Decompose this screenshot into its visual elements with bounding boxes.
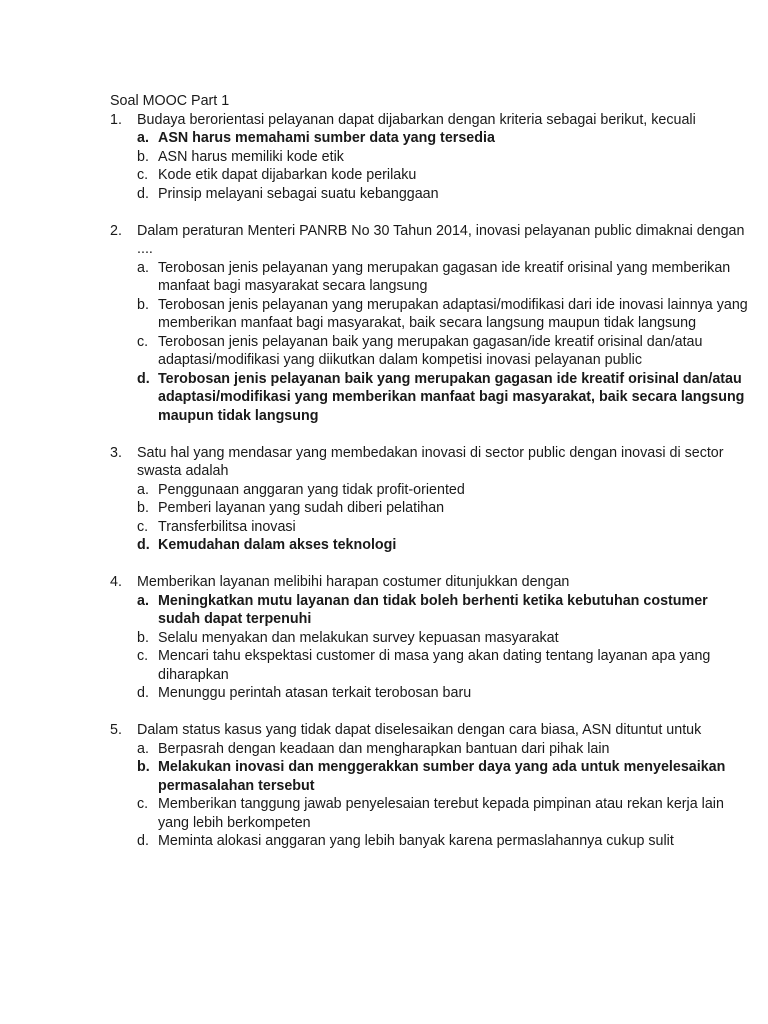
option-letter: a.	[137, 130, 149, 146]
question-2	[110, 222, 750, 426]
option-text: Kemudahan dalam akses teknologi	[158, 537, 397, 553]
answer-option	[137, 499, 750, 518]
option-letter: a.	[137, 740, 149, 757]
question-1	[110, 111, 750, 204]
option-text: ASN harus memiliki kode etik	[158, 148, 344, 165]
option-text: Menunggu perintah atasan terkait terobosan baru	[158, 685, 472, 701]
question-3	[110, 444, 750, 555]
option-text: Meningkatkan mutu layanan dan tidak boleh berhenti ketika kebutuhan costumer sudah dapat terpenuhi	[158, 592, 708, 627]
option-letter: c.	[137, 518, 149, 535]
question-5	[110, 721, 750, 851]
option-letter: a.	[137, 259, 149, 276]
option-letter: d.	[137, 685, 149, 701]
option-letter: b.	[137, 296, 149, 313]
option-letter: d.	[137, 370, 150, 387]
question-text: Dalam peraturan Menteri PANRB No 30 Tahun 2014, inovasi pelayanan public dimaknai dengan ....	[137, 222, 745, 257]
answer-option	[137, 518, 750, 537]
answer-option	[137, 296, 750, 333]
option-text: Kode etik dapat dijabarkan kode perilaku	[158, 167, 417, 183]
option-letter: c.	[137, 796, 149, 812]
option-text: Mencari tahu ekspektasi customer di masa yang akan dating tentang layanan apa yang diharapkan	[158, 648, 711, 683]
option-letter: d.	[137, 537, 150, 553]
option-text: Melakukan inovasi dan menggerakkan sumber daya yang ada untuk menyelesaikan permasalahan tersebut	[158, 759, 726, 794]
answer-option-correct	[137, 536, 750, 555]
option-text: Selalu menyakan dan melakukan survey kepuasan masyarakat	[158, 629, 559, 646]
option-text: ASN harus memahami sumber data yang tersedia	[158, 130, 495, 146]
question-number: 4.	[110, 574, 122, 590]
option-text: Penggunaan anggaran yang tidak profit-oriented	[158, 481, 465, 498]
answer-option	[137, 795, 750, 832]
question-number: 3.	[110, 444, 122, 461]
question-number: 5.	[110, 722, 122, 738]
option-text: Prinsip melayani sebagai suatu kebanggaan	[158, 185, 439, 202]
answer-option	[137, 647, 750, 684]
option-letter: c.	[137, 333, 149, 350]
option-text: Terobosan jenis pelayanan baik yang merupakan gagasan/ide kreatif orisinal dan/atau adaptasi/modifikasi yang diikutkan dalam kompetisi inovasi pelayanan public	[158, 333, 703, 368]
option-letter: c.	[137, 167, 149, 183]
option-text: Transferbilitsa inovasi	[158, 518, 296, 535]
answer-option	[137, 832, 750, 851]
document-page	[110, 92, 750, 869]
option-letter: b.	[137, 500, 149, 516]
answer-option-correct	[137, 758, 750, 795]
document-title: Soal MOOC Part 1	[110, 93, 230, 109]
question-text: Budaya berorientasi pelayanan dapat dijabarkan dengan kriteria sebagai berikut, kecuali	[137, 111, 696, 128]
answer-option	[137, 333, 750, 370]
option-letter: a.	[137, 592, 149, 609]
answer-option	[137, 148, 750, 167]
question-row	[110, 721, 750, 740]
option-text: Meminta alokasi anggaran yang lebih banyak karena permaslahannya cukup sulit	[158, 833, 674, 849]
question-row	[110, 111, 750, 130]
option-text: Pemberi layanan yang sudah diberi pelatihan	[158, 500, 445, 516]
answer-option	[137, 481, 750, 500]
option-letter: a.	[137, 481, 149, 498]
option-text: Terobosan jenis pelayanan yang merupakan gagasan ide kreatif orisinal yang memberikan manfaat bagi masyarakat secara langsung	[158, 259, 731, 294]
option-text: Berpasrah dengan keadaan dan mengharapkan bantuan dari pihak lain	[158, 740, 610, 757]
option-letter: d.	[137, 185, 149, 202]
answer-option-correct	[137, 129, 750, 148]
option-letter: c.	[137, 648, 149, 664]
question-number: 1.	[110, 111, 122, 128]
option-letter: d.	[137, 833, 149, 849]
answer-option	[137, 185, 750, 204]
option-text: Terobosan jenis pelayanan yang merupakan adaptasi/modifikasi dari ide inovasi lainnya yang memberikan manfaat bagi masyarakat, baik secara langsung maupun tidak langsung	[158, 296, 748, 331]
question-text: Satu hal yang mendasar yang membedakan inovasi di sector public dengan inovasi di sector swasta adalah	[137, 444, 724, 479]
answer-option	[137, 740, 750, 759]
answer-option	[137, 166, 750, 185]
option-letter: b.	[137, 629, 149, 646]
answer-option-correct	[137, 370, 750, 426]
question-text: Memberikan layanan melibihi harapan costumer ditunjukkan dengan	[137, 574, 570, 590]
answer-option-correct	[137, 592, 750, 629]
question-number: 2.	[110, 222, 122, 239]
option-text: Terobosan jenis pelayanan baik yang merupakan gagasan ide kreatif orisinal dan/atau adaptasi/modifikasi yang memberikan manfaat bagi masyarakat, baik secara langsung maupun tidak langsung	[158, 370, 745, 424]
option-letter: b.	[137, 759, 150, 775]
question-text: Dalam status kasus yang tidak dapat diselesaikan dengan cara biasa, ASN dituntut untuk	[137, 722, 702, 738]
question-row	[110, 222, 750, 259]
option-text: Memberikan tanggung jawab penyelesaian terebut kepada pimpinan atau rekan kerja lain yang lebih berkompeten	[158, 796, 724, 831]
answer-option	[137, 259, 750, 296]
answer-option	[137, 684, 750, 703]
question-row	[110, 573, 750, 592]
question-row	[110, 444, 750, 481]
question-4	[110, 573, 750, 703]
option-letter: b.	[137, 148, 149, 165]
answer-option	[137, 629, 750, 648]
